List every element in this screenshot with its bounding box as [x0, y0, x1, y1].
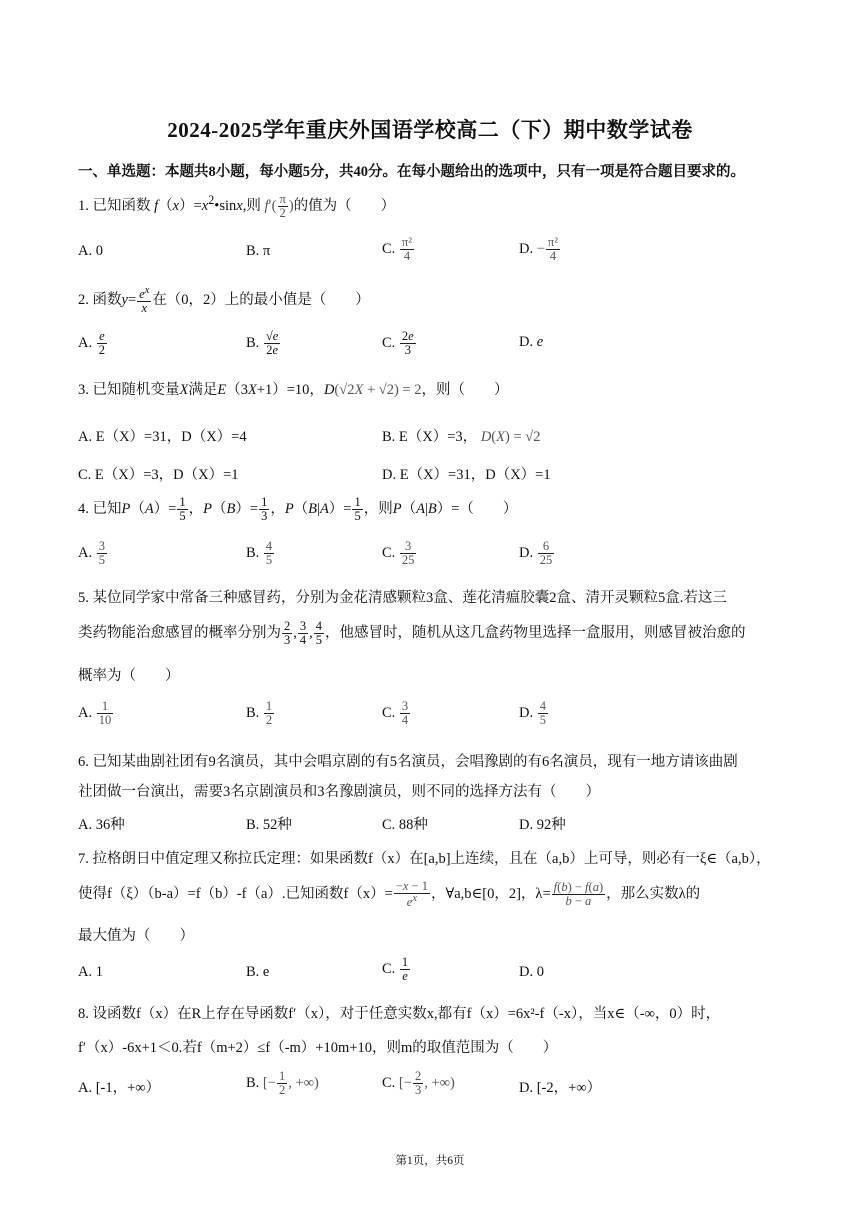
q2-option-a[interactable]: A. $\frac{e}{2}$	[78, 329, 105, 358]
page-footer: 第1页，共6页	[395, 1155, 465, 1167]
q3-option-b[interactable]: B. E（X）=3， D(X) = √2	[382, 429, 541, 445]
question-2: 2. 函数y= $\frac{e^x}{x}$ 在（0，2）上的最小值是（ ）	[78, 285, 370, 316]
q7-option-a[interactable]: A. 1	[78, 964, 103, 980]
question-7-line-2: 使得f（ξ）（b-a）=f（b）-f（a）.已知函数f（x）= $\frac{-x - 1}{e^x}$ ，∀a,b∈[0，2]，λ= $\frac{f(b) - f(a)}{b - a}$ ，那么实数λ的	[78, 879, 701, 910]
q1-option-b[interactable]: B. π	[246, 243, 271, 259]
page-title: 2024-2025学年重庆外国语学校高二（下）期中数学试卷	[167, 118, 693, 142]
question-4: 4. 已知P（A）= $\frac{1}{5}$ ，P（B）= $\frac{1}{3}$ ，P（B|A）= $\frac{1}{5}$ ，则P（A|B）=（ ）	[78, 495, 518, 524]
question-1: 1. 已知函数 $f(x)=x^2•\sin x$,则 f′( $\frac{\pi}{2}$ )的值为（ ）	[78, 192, 396, 221]
question-8-line-2: f′（x）-6x+1＜0.若f（m+2）≤f（-m）+10m+10，则m的取值范围为（ ）	[78, 1040, 558, 1056]
q3-option-d[interactable]: D. E（X）=31，D（X）=1	[382, 467, 551, 483]
q5-option-d[interactable]: D. $\frac{4}{5}$	[519, 699, 546, 728]
q5-option-b[interactable]: B. $\frac{1}{2}$	[246, 699, 273, 728]
question-5-line-1: 5. 某位同学家中常备三种感冒药，分别为金花清感颗粒3盒、莲花清瘟胶囊2盒、清开灵颗粒5盒.若这三	[78, 590, 727, 606]
q2-option-b[interactable]: B. $\frac{√e}{2e}$	[246, 329, 279, 358]
q2-option-c[interactable]: C. $\frac{2e}{3}$	[382, 329, 414, 358]
q4-option-a[interactable]: A. $\frac{3}{5}$	[78, 539, 105, 568]
q6-option-c[interactable]: C. 88种	[382, 817, 428, 833]
question-5-line-3: 概率为（ ）	[78, 668, 180, 684]
question-7-line-3: 最大值为（ ）	[78, 928, 194, 944]
q8-option-a[interactable]: A. [-1，+∞）	[78, 1080, 161, 1096]
q1-option-c[interactable]: C. $\frac{\text{π²}}{4}$	[382, 235, 412, 264]
question-5-line-2: 类药物能治愈感冒的概率分别为 $\frac{2}{3}$ , $\frac{3}{4}$ , $\frac{4}{5}$ ，他感冒时，随机从这几盒药物里选择一盒服用，则感冒被治愈的	[78, 619, 746, 648]
q3-option-a[interactable]: A. E（X）=31，D（X）=4	[78, 429, 247, 445]
q3-option-c[interactable]: C. E（X）=3，D（X）=1	[78, 467, 239, 483]
q6-option-a[interactable]: A. 36种	[78, 817, 125, 833]
q5-option-c[interactable]: C. $\frac{3}{4}$	[382, 699, 409, 728]
q4-option-d[interactable]: D. $\frac{6}{25}$	[519, 539, 553, 568]
q7-option-d[interactable]: D. 0	[519, 964, 544, 980]
question-6-line-2: 社团做一台演出，需要3名京剧演员和3名豫剧演员，则不同的选择方法有（ ）	[78, 784, 600, 800]
q4-option-c[interactable]: C. $\frac{3}{25}$	[382, 539, 415, 568]
question-3: 3. 已知随机变量X满足E（3X+1）=10，D(√2X + √2) = 2，则（ ）	[78, 382, 509, 398]
q1-option-d[interactable]: D. − $\frac{\text{π²}}{4}$	[519, 235, 558, 264]
q1-option-a[interactable]: A. 0	[78, 243, 103, 259]
q8-option-c[interactable]: C. [− $\frac{2}{3}$ , +∞)	[382, 1069, 455, 1098]
q8-option-b[interactable]: B. [− $\frac{1}{2}$ , +∞)	[246, 1069, 319, 1098]
q6-option-b[interactable]: B. 52种	[246, 817, 292, 833]
q5-option-a[interactable]: A. $\frac{1}{10}$	[78, 699, 112, 728]
question-7-line-1: 7. 拉格朗日中值定理又称拉氏定理：如果函数f（x）在[a,b]上连续，且在（a,b）上可导，则必有一ξ∈（a,b），	[78, 851, 771, 867]
question-6-line-1: 6. 已知某曲剧社团有9名演员，其中会唱京剧的有5名演员，会唱豫剧的有6名演员，现有一地方请该曲剧	[78, 754, 738, 770]
q7-option-c[interactable]: C. $\frac{1}{e}$	[382, 955, 409, 984]
q6-option-d[interactable]: D. 92种	[519, 817, 566, 833]
question-8-line-1: 8. 设函数f（x）在R上存在导函数f′（x），对于任意实数x,都有f（x）=6x²-f（-x），当x∈（-∞，0）时，	[78, 1006, 721, 1022]
q4-option-b[interactable]: B. $\frac{4}{5}$	[246, 539, 273, 568]
q7-option-b[interactable]: B. e	[246, 964, 270, 980]
q8-option-d[interactable]: D. [-2，+∞）	[519, 1080, 602, 1096]
section-heading: 一、单选题：本题共8小题，每小题5分，共40分。在每小题给出的选项中，只有一项是符合题目要求的。	[78, 164, 745, 180]
q2-option-d[interactable]: D. e	[519, 334, 544, 350]
